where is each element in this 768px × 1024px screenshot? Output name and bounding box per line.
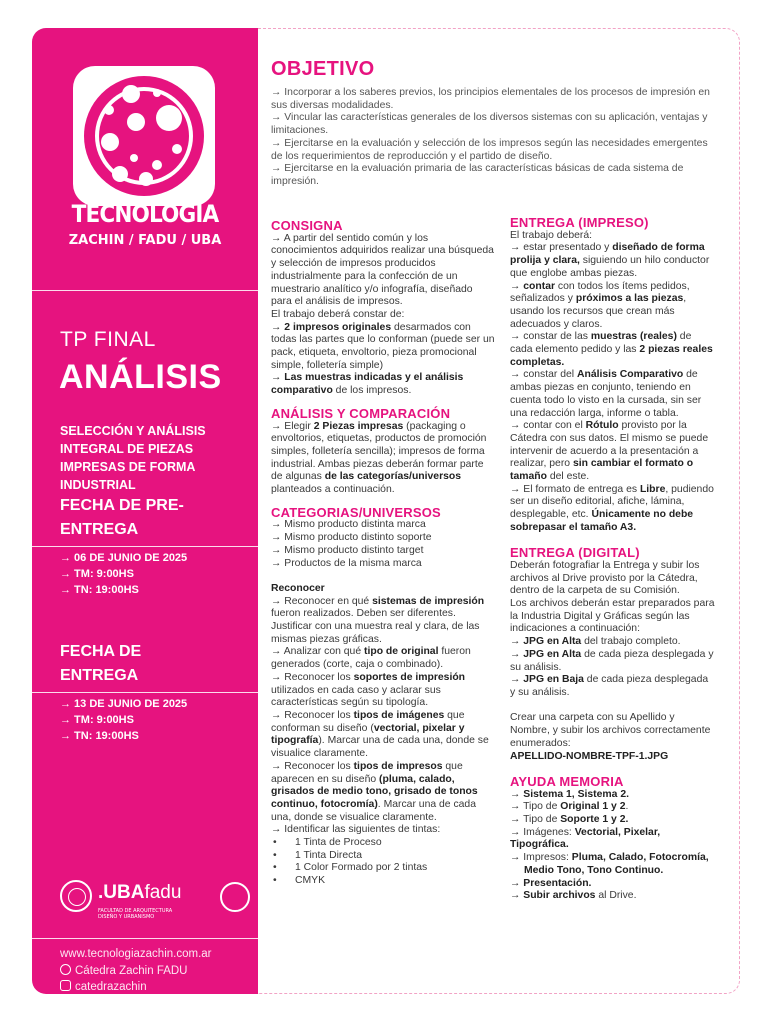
uba-fadu-wordmark: .UBAfadu bbox=[98, 882, 182, 903]
digital-p2: Los archivos deberán estar preparados para la Industria Digital y Gráficas según las indicaciones a continuación: bbox=[510, 598, 715, 635]
entrega-item: → El formato de entrega es Libre, pudiendo ser un diseño editorial, afiche, lámina, desplegable, etc. Únicamente no debe sobrepasar el tamaño A3. bbox=[510, 483, 714, 533]
divider bbox=[32, 692, 258, 693]
file-name-format: APELLIDO-NOMBRE-TPF-1.JPG bbox=[510, 750, 669, 762]
ink-item: • CMYK bbox=[271, 875, 496, 888]
pre-delivery-heading: FECHA DE PRE-ENTREGA bbox=[60, 497, 184, 538]
objetivo-item: → Ejercitarse en la evaluación y selección de los impresos según las necesidades emergentes de los requerimientos de reproducción y el partido de diseño. bbox=[271, 137, 708, 162]
left-column bbox=[271, 220, 496, 888]
objetivo-heading: OBJETIVO bbox=[271, 58, 375, 80]
delivery-heading: FECHA DE ENTREGA bbox=[60, 643, 142, 684]
pre-delivery-tn: → TN: 19:00HS bbox=[60, 584, 139, 596]
entrega-item: → contar con el Rótulo provisto por la Cátedra con sus datos. El mismo se puede intervenir de acuerdo a la presentación a realizar, pero sin cambiar el formato o tamaño del este. bbox=[510, 420, 709, 483]
consigna-p3: → 2 impresos originales desarmados con todas las partes que lo conforman (puede ser un pack, etiqueta, envoltorio, pieza promocional simple, folletería simple) bbox=[271, 321, 495, 371]
categoria-item: → Productos de la misma marca bbox=[271, 557, 422, 569]
delivery-date: → 13 DE JUNIO DE 2025 bbox=[60, 698, 188, 710]
entrega-item: → constar del Análisis Comparativo de ambas piezas en conjunto, teniendo en cuenta todo lo visto en la cursada, sin ser una redacción larga, informe o tabla. bbox=[510, 369, 702, 419]
ink-item: • 1 Color Formado por 2 tintas bbox=[271, 862, 496, 875]
entrega-intro: El trabajo deberá: bbox=[510, 229, 593, 241]
facebook-link[interactable]: Cátedra Zachin FADU bbox=[60, 964, 188, 977]
delivery-tn: → TN: 19:00HS bbox=[60, 730, 139, 742]
pre-delivery-dates bbox=[60, 550, 187, 598]
digital-p1: Deberán fotografiar la Entrega y subir los archivos al Drive provisto por la Cátedra, dentro de la carpeta de su Comisión. bbox=[510, 559, 700, 597]
objetivo-text bbox=[271, 87, 721, 189]
tp-title: ANÁLISIS bbox=[59, 358, 222, 396]
categoria-item: → Mismo producto distinta marca bbox=[271, 519, 426, 531]
brand-title: TECNOLOGIA bbox=[71, 200, 219, 228]
ayuda-item: → Tipo de Soporte 1 y 2. bbox=[510, 814, 629, 825]
reconocer-item: → Reconocer los tipos de impresos que aparecen en su diseño (pluma, calado, grisados de medio tono, grisado de tonos continuo, fotocromía). Marcar una de cada una, donde se visualice claramente. bbox=[271, 760, 478, 823]
pre-delivery-tm: → TM: 9:00HS bbox=[60, 568, 134, 580]
sidebar bbox=[32, 28, 258, 994]
consigna-p2: El trabajo deberá constar de: bbox=[271, 308, 405, 320]
circle-dots-icon bbox=[73, 66, 215, 206]
ayuda-item: Medio Tono, Tono Continuo. bbox=[524, 864, 664, 876]
facebook-icon bbox=[60, 964, 71, 975]
entrega-item: → constar de las muestras (reales) de cada elemento pedido y las 2 piezas reales completas. bbox=[510, 331, 713, 368]
consigna-p4: → Las muestras indicadas y el análisis comparativo de los impresos. bbox=[271, 372, 464, 397]
divider bbox=[32, 938, 258, 939]
categorias-heading: CATEGORIAS/UNIVERSOS bbox=[271, 504, 441, 520]
reconocer-item: → Identificar las siguientes de tintas: bbox=[271, 824, 441, 836]
digital-item: → JPG en Alta del trabajo completo. bbox=[510, 636, 681, 648]
digital-item: → JPG en Baja de cada pieza desplegada y su análisis. bbox=[510, 674, 709, 698]
ayuda-item: → Presentación. bbox=[510, 877, 592, 889]
categoria-item: → Mismo producto distinto soporte bbox=[271, 532, 432, 544]
instagram-link[interactable]: catedrazachin bbox=[60, 980, 147, 993]
divider bbox=[32, 290, 258, 291]
ayuda-item: → Imágenes: Vectorial, Pixelar, Tipográfica. bbox=[510, 826, 661, 851]
brand-subtitle: ZACHIN / FADU / UBA bbox=[68, 233, 222, 248]
ayuda-item: → Tipo de Original 1 y 2. bbox=[510, 801, 629, 813]
uba-caption: FACULTAD DE ARQUITECTURA DISEÑO Y URBANISMO bbox=[98, 908, 173, 920]
reconocer-item: → Reconocer en qué sistemas de impresión fueron realizados. Deben ser diferentes. Justificar con una muestra real y clara, de las mismas piezas gráficas. bbox=[271, 595, 485, 645]
objetivo-item: → Ejercitarse en la evaluación primaria de las características básicas de cada sistema de impresión. bbox=[271, 163, 684, 187]
ayuda-item: → Subir archivos al Drive. bbox=[510, 890, 637, 902]
delivery-tm: → TM: 9:00HS bbox=[60, 714, 134, 726]
tp-label: TP FINAL bbox=[60, 328, 156, 351]
reconocer-heading: Reconocer bbox=[271, 582, 325, 594]
instagram-icon bbox=[60, 980, 71, 991]
ink-item: • 1 Tinta de Proceso bbox=[271, 837, 496, 850]
uba-fadu-logo bbox=[60, 880, 250, 924]
reconocer-item: → Analizar con qué tipo de original fueron generados (corte, caja o combinado). bbox=[271, 646, 471, 671]
ayuda-item: → Sistema 1, Sistema 2. bbox=[510, 788, 629, 800]
categoria-item: → Mismo producto distinto target bbox=[271, 544, 424, 556]
entrega-item: → estar presentado y diseñado de forma prolija y clara, siguiendo un hilo conductor que englobe ambas piezas. bbox=[510, 242, 710, 279]
consigna-p1: → A partir del sentido común y los conocimientos adquiridos realizar una búsqueda y selección de impresos producidos industrialmente para la confección de un muestrario analítico y/o infografía, diseñado para el análisis de impresos. bbox=[271, 232, 494, 308]
tecnologia-logo bbox=[73, 66, 215, 206]
entrega-digital-heading: ENTREGA (DIGITAL) bbox=[510, 545, 640, 561]
website-link[interactable]: www.tecnologiazachin.com.ar bbox=[60, 948, 212, 960]
entrega-item: → contar con todos los ítems pedidos, señalizados y próximos a las piezas, usando los recursos que crean más adecuados y claros. bbox=[510, 280, 690, 330]
delivery-dates bbox=[60, 696, 187, 744]
reconocer-item: → Reconocer los soportes de impresión utilizados en cada caso y aclarar sus características según su tipología. bbox=[271, 671, 466, 709]
entrega-impreso-heading: ENTREGA (IMPRESO) bbox=[510, 215, 649, 230]
analisis-heading: ANÁLISIS Y COMPARACIÓN bbox=[271, 405, 451, 421]
objetivo-item: → Vincular las características generales de los diversos sistemas con su aplicación, ventajas y limitaciones. bbox=[271, 112, 708, 137]
reconocer-item: → Reconocer los tipos de imágenes que conforman su diseño (vectorial, pixelar y tipografía). Marcar una de cada una, donde se visualice claramente. bbox=[271, 710, 489, 760]
divider bbox=[32, 546, 258, 547]
consigna-heading: CONSIGNA bbox=[271, 218, 343, 233]
ink-item: • 1 Tinta Directa bbox=[271, 850, 496, 863]
uba-seal-icon bbox=[60, 880, 92, 912]
objetivo-item: → Incorporar a los saberes previos, los principios elementales de los procesos de impresión en sus diversas modalidades. bbox=[271, 87, 710, 111]
ayuda-memoria-heading: AYUDA MEMORIA bbox=[510, 773, 624, 789]
tp-description: SELECCIÓN Y ANÁLISIS INTEGRAL DE PIEZAS IMPRESAS DE FORMA INDUSTRIAL bbox=[60, 424, 206, 492]
analisis-text: → Elegir 2 Piezas impresas (packaging o envoltorios, etiquetas, productos de promoción simples, folletería sencilla); impresos de forma industrial. Ambas piezas deberán formar parte de algunas de las categorías/universos planteados a continuación. bbox=[271, 420, 487, 496]
digital-item: → JPG en Alta de cada pieza desplegada y su análisis. bbox=[510, 648, 714, 673]
right-column bbox=[510, 217, 715, 903]
pre-delivery-date: → 06 DE JUNIO DE 2025 bbox=[60, 552, 188, 564]
fadu-seal-icon bbox=[220, 882, 250, 912]
digital-p3: Crear una carpeta con su Apellido y Nombre, y subir los archivos correctamente enumerados: bbox=[510, 712, 711, 749]
ayuda-item: → Impresos: Pluma, Calado, Fotocromía, bbox=[510, 852, 709, 864]
